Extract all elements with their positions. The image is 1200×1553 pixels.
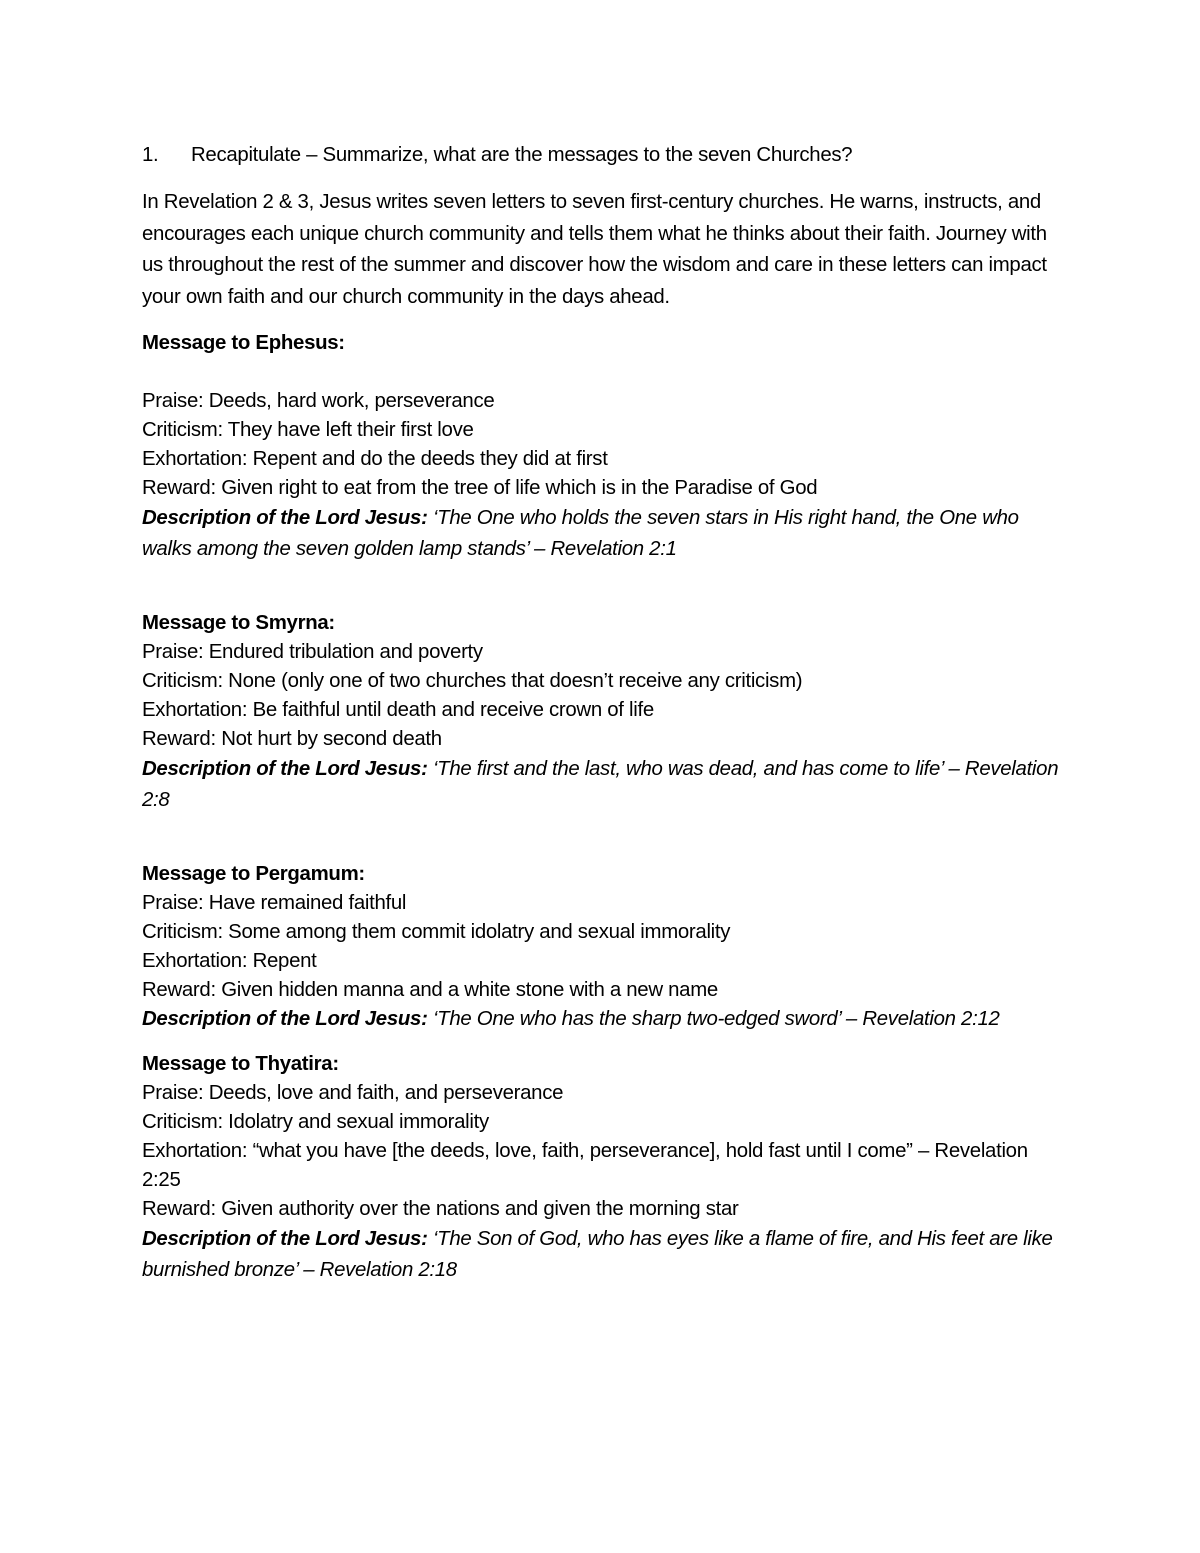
reward-line: Reward: Given right to eat from the tree of life which is in the Paradise of God (142, 477, 818, 499)
section-heading: Message to Ephesus: (142, 332, 345, 354)
praise-line: Praise: Endured tribulation and poverty (142, 641, 483, 663)
document-body (142, 141, 1062, 1286)
description-text: ‘The One who has the sharp two-edged sword’ – Revelation 2:12 (427, 1008, 1000, 1030)
question-line (142, 141, 1062, 170)
description-label: Description of the Lord Jesus: (142, 758, 428, 780)
question-number: 1. (142, 144, 159, 166)
description-line (142, 503, 1062, 565)
description-text: ‘The Son of God, who has eyes like a flame of fire, and His feet are like burnished bronze’ – Revelation 2:18 (142, 1228, 1053, 1281)
reward-line: Reward: Given hidden manna and a white stone with a new name (142, 979, 718, 1001)
question-text: Recapitulate – Summarize, what are the messages to the seven Churches? (191, 144, 853, 166)
praise-line: Praise: Have remained faithful (142, 892, 407, 914)
exhortation-line: Exhortation: Repent and do the deeds they did at first (142, 448, 608, 470)
criticism-line: Criticism: Idolatry and sexual immorality (142, 1111, 489, 1133)
criticism-line: Criticism: They have left their first love (142, 419, 474, 441)
reward-line: Reward: Not hurt by second death (142, 728, 442, 750)
praise-line: Praise: Deeds, love and faith, and perseverance (142, 1082, 564, 1104)
criticism-line: Criticism: Some among them commit idolatry and sexual immorality (142, 921, 731, 943)
intro-paragraph: In Revelation 2 & 3, Jesus writes seven letters to seven first-century churches. He warns, instructs, and encourages each unique church community and tells them what he thinks about their faith. Journey with us throughout the rest of the summer and discover how the wisdom and care in these letters can impact your own faith and our church community in the days ahead. (142, 191, 1047, 308)
section-pergamum (142, 860, 1062, 1034)
section-heading: Message to Thyatira: (142, 1053, 339, 1075)
description-label: Description of the Lord Jesus: (142, 1228, 428, 1250)
praise-line: Praise: Deeds, hard work, perseverance (142, 390, 495, 412)
exhortation-line: Exhortation: Repent (142, 950, 317, 972)
description-text: ‘The One who holds the seven stars in His right hand, the One who walks among the seven golden lamp stands’ – Revelation 2:1 (142, 507, 1019, 560)
description-label: Description of the Lord Jesus: (142, 1008, 428, 1030)
exhortation-line: Exhortation: Be faithful until death and receive crown of life (142, 699, 654, 721)
section-heading: Message to Pergamum: (142, 863, 365, 885)
description-line (142, 1005, 1062, 1034)
criticism-line: Criticism: None (only one of two churches that doesn’t receive any criticism) (142, 670, 803, 692)
section-heading: Message to Smyrna: (142, 612, 335, 634)
description-label: Description of the Lord Jesus: (142, 507, 428, 529)
description-text: ‘The first and the last, who was dead, and has come to life’ – Revelation 2:8 (142, 758, 1059, 811)
description-line (142, 1224, 1062, 1286)
section-ephesus (142, 329, 1062, 565)
description-line (142, 754, 1062, 816)
section-thyatira (142, 1050, 1062, 1286)
section-smyrna (142, 609, 1062, 816)
exhortation-line: Exhortation: “what you have [the deeds, love, faith, perseverance], hold fast until I come” – Revelation 2:25 (142, 1140, 1028, 1191)
spacer (142, 358, 1062, 387)
reward-line: Reward: Given authority over the nations and given the morning star (142, 1198, 739, 1220)
